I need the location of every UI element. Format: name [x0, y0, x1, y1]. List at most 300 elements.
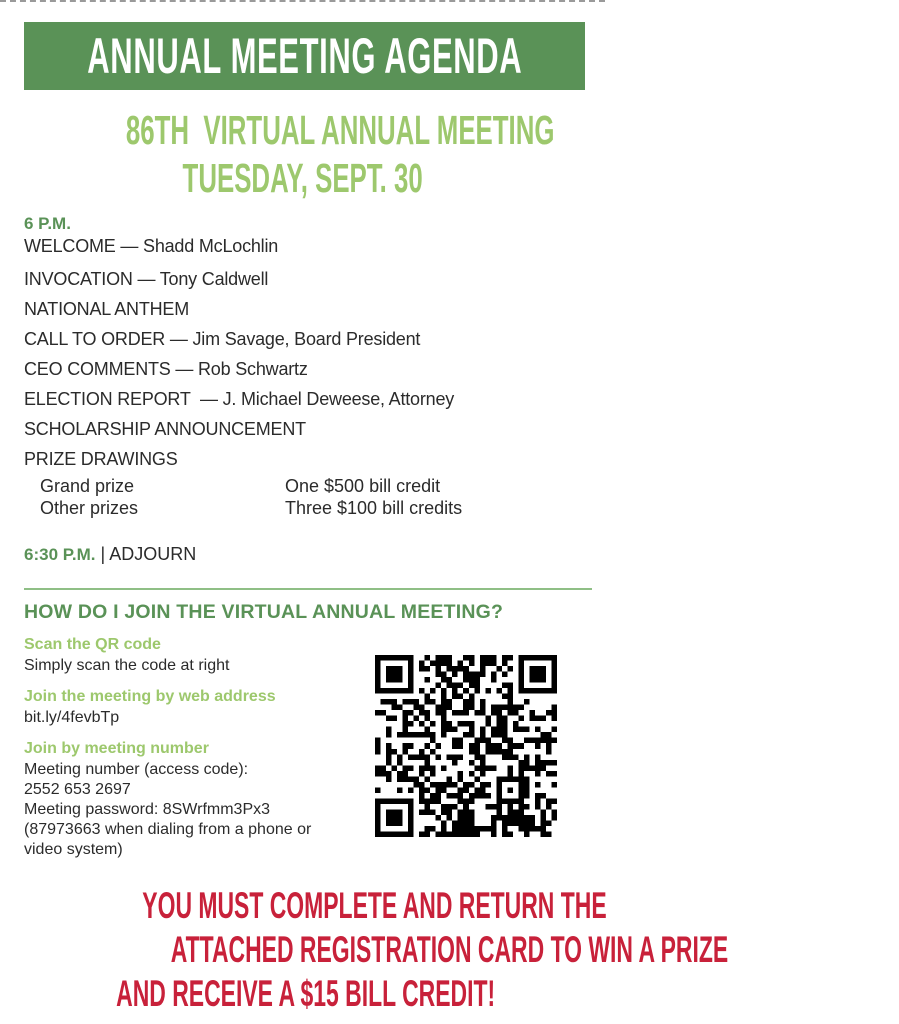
- qr-module: [375, 815, 381, 821]
- qr-module: [524, 815, 530, 821]
- subtitle-date: [0, 155, 605, 202]
- qr-module: [513, 754, 519, 760]
- qr-module: [518, 804, 524, 810]
- qr-module: [392, 798, 398, 804]
- qr-module: [386, 820, 392, 826]
- qr-module: [551, 760, 557, 766]
- qr-module: [485, 793, 491, 799]
- qr-module: [414, 716, 420, 722]
- qr-module: [502, 738, 508, 744]
- qr-module: [507, 831, 513, 837]
- qr-module: [485, 721, 491, 727]
- qr-module: [546, 743, 552, 749]
- qr-module: [507, 804, 513, 810]
- qr-module: [535, 727, 541, 733]
- qr-module: [507, 765, 513, 771]
- qr-module: [392, 765, 398, 771]
- qr-module: [491, 705, 497, 711]
- qr-module: [546, 760, 552, 766]
- qr-module: [375, 749, 381, 755]
- qr-module: [375, 677, 381, 683]
- qr-module: [386, 666, 392, 672]
- qr-module: [452, 683, 458, 689]
- join-instructions: [24, 634, 369, 870]
- qr-module: [480, 754, 486, 760]
- qr-module: [469, 727, 475, 733]
- qr-module: [463, 820, 469, 826]
- qr-module: [524, 776, 530, 782]
- qr-module: [463, 677, 469, 683]
- qr-module: [546, 655, 552, 661]
- qr-module: [397, 705, 403, 711]
- qr-module: [546, 798, 552, 804]
- qr-module: [469, 732, 475, 738]
- qr-module: [535, 672, 541, 678]
- qr-module: [441, 716, 447, 722]
- qr-module: [507, 776, 513, 782]
- qr-module: [403, 727, 409, 733]
- qr-module: [535, 677, 541, 683]
- qr-module: [540, 815, 546, 821]
- qr-module: [540, 738, 546, 744]
- qr-module: [540, 760, 546, 766]
- agenda-item: PRIZE DRAWINGS: [24, 449, 178, 469]
- qr-module: [425, 727, 431, 733]
- qr-module: [469, 743, 475, 749]
- qr-module: [403, 716, 409, 722]
- join-web-block: [24, 686, 369, 728]
- qr-module: [419, 765, 425, 771]
- qr-module: [463, 721, 469, 727]
- qr-module: [496, 809, 502, 815]
- qr-module: [419, 705, 425, 711]
- prize-row: [40, 475, 580, 497]
- qr-module: [392, 815, 398, 821]
- qr-module: [430, 732, 436, 738]
- qr-module: [408, 732, 414, 738]
- qr-module: [518, 688, 524, 694]
- agenda-item: CALL TO ORDER — Jim Savage, Board President: [24, 329, 421, 349]
- qr-module: [425, 754, 431, 760]
- join-heading: Scan the QR code: [24, 636, 161, 653]
- qr-module: [403, 743, 409, 749]
- qr-module: [403, 776, 409, 782]
- qr-module: [546, 732, 552, 738]
- qr-module: [425, 760, 431, 766]
- qr-module: [502, 749, 508, 755]
- prize-name: Grand prize: [40, 476, 135, 496]
- qr-module: [436, 672, 442, 678]
- qr-module: [474, 710, 480, 716]
- qr-module: [518, 765, 524, 771]
- qr-module: [463, 666, 469, 672]
- qr-module: [496, 743, 502, 749]
- qr-module: [419, 721, 425, 727]
- qr-module: [507, 809, 513, 815]
- qr-module: [419, 831, 425, 837]
- qr-module: [458, 831, 464, 837]
- adjourn-separator: |: [95, 544, 110, 564]
- qr-module: [485, 826, 491, 832]
- qr-module: [524, 826, 530, 832]
- qr-module: [474, 793, 480, 799]
- qr-module: [551, 661, 557, 667]
- qr-module: [546, 831, 552, 837]
- qr-module: [524, 688, 530, 694]
- qr-module: [392, 820, 398, 826]
- qr-module: [546, 804, 552, 810]
- qr-module: [502, 716, 508, 722]
- qr-module: [408, 666, 414, 672]
- qr-module: [430, 809, 436, 815]
- qr-module: [546, 710, 552, 716]
- qr-module: [392, 672, 398, 678]
- prize-row: [40, 497, 580, 519]
- qr-module: [381, 699, 387, 705]
- qr-module: [518, 705, 524, 711]
- qr-module: [375, 826, 381, 832]
- qr-module: [403, 749, 409, 755]
- cta-line: [0, 929, 729, 971]
- qr-module: [507, 798, 513, 804]
- qr-module: [436, 831, 442, 837]
- qr-module: [507, 666, 513, 672]
- qr-module: [430, 738, 436, 744]
- qr-module: [392, 688, 398, 694]
- qr-module: [414, 699, 420, 705]
- qr-module: [375, 798, 381, 804]
- qr-module: [447, 705, 453, 711]
- qr-module: [496, 793, 502, 799]
- qr-module: [375, 765, 381, 771]
- qr-module: [469, 798, 475, 804]
- qr-module: [403, 655, 409, 661]
- qr-module: [463, 710, 469, 716]
- qr-module: [425, 765, 431, 771]
- qr-module: [458, 661, 464, 667]
- qr-module: [441, 694, 447, 700]
- qr-module: [419, 710, 425, 716]
- qr-module: [386, 754, 392, 760]
- join-heading: Join the meeting by web address: [24, 688, 276, 705]
- qr-module: [403, 765, 409, 771]
- qr-module: [452, 672, 458, 678]
- qr-module: [392, 705, 398, 711]
- qr-module: [447, 831, 453, 837]
- qr-module: [403, 699, 409, 705]
- qr-module: [425, 699, 431, 705]
- qr-module: [491, 727, 497, 733]
- qr-module: [524, 754, 530, 760]
- qr-module: [513, 721, 519, 727]
- qr-module: [535, 782, 541, 788]
- qr-module: [403, 688, 409, 694]
- qr-module: [480, 666, 486, 672]
- qr-module: [513, 705, 519, 711]
- cut-line-divider: [0, 0, 605, 2]
- qr-module: [441, 710, 447, 716]
- qr-module: [524, 782, 530, 788]
- qr-module: [452, 793, 458, 799]
- meeting-web-link[interactable]: bit.ly/4fevbTp: [24, 709, 120, 726]
- qr-module: [496, 798, 502, 804]
- qr-module: [436, 754, 442, 760]
- qr-module: [474, 672, 480, 678]
- qr-module: [425, 826, 431, 832]
- qr-module: [397, 798, 403, 804]
- qr-module: [546, 771, 552, 777]
- qr-module: [408, 787, 414, 793]
- qr-module: [474, 738, 480, 744]
- qr-module: [386, 727, 392, 733]
- qr-module: [485, 743, 491, 749]
- qr-module: [403, 798, 409, 804]
- qr-module: [397, 732, 403, 738]
- qr-module: [375, 738, 381, 744]
- qr-module: [496, 815, 502, 821]
- qr-module: [469, 672, 475, 678]
- qr-module: [375, 661, 381, 667]
- qr-module: [441, 727, 447, 733]
- qr-module: [408, 776, 414, 782]
- qr-module: [469, 782, 475, 788]
- qr-module: [425, 798, 431, 804]
- qr-module: [447, 727, 453, 733]
- title-banner: [24, 22, 585, 90]
- qr-module: [452, 820, 458, 826]
- qr-module: [408, 672, 414, 678]
- qr-module: [386, 743, 392, 749]
- qr-module: [491, 677, 497, 683]
- qr-module: [507, 820, 513, 826]
- qr-module: [458, 793, 464, 799]
- qr-module: [507, 694, 513, 700]
- qr-module: [535, 738, 541, 744]
- qr-module: [502, 754, 508, 760]
- qr-module: [474, 677, 480, 683]
- qr-module: [469, 809, 475, 815]
- qr-module: [447, 661, 453, 667]
- qr-module: [430, 699, 436, 705]
- cta-line: [0, 973, 605, 1015]
- qr-module: [491, 672, 497, 678]
- qr-module: [452, 782, 458, 788]
- qr-module: [458, 754, 464, 760]
- qr-module: [386, 809, 392, 815]
- qr-module: [436, 743, 442, 749]
- qr-module: [463, 732, 469, 738]
- qr-module: [397, 831, 403, 837]
- qr-module: [496, 710, 502, 716]
- qr-module: [452, 694, 458, 700]
- qr-module: [441, 699, 447, 705]
- qr-module: [474, 743, 480, 749]
- qr-module: [408, 721, 414, 727]
- qr-module: [540, 672, 546, 678]
- qr-module: [535, 771, 541, 777]
- qr-module: [397, 655, 403, 661]
- qr-module: [540, 732, 546, 738]
- qr-module: [408, 699, 414, 705]
- qr-module: [491, 831, 497, 837]
- join-text: Simply scan the code at right: [24, 657, 230, 674]
- qr-module: [463, 798, 469, 804]
- qr-module: [375, 655, 381, 661]
- qr-module: [491, 655, 497, 661]
- join-heading: Join by meeting number: [24, 740, 209, 757]
- qr-module: [535, 793, 541, 799]
- qr-module: [513, 809, 519, 815]
- qr-module: [491, 732, 497, 738]
- qr-module: [381, 688, 387, 694]
- qr-module: [392, 716, 398, 722]
- qr-module: [458, 820, 464, 826]
- qr-module: [529, 710, 535, 716]
- qr-module: [463, 804, 469, 810]
- qr-module: [518, 820, 524, 826]
- qr-module: [502, 661, 508, 667]
- qr-module: [524, 738, 530, 744]
- qr-module: [458, 710, 464, 716]
- qr-module: [529, 666, 535, 672]
- qr-module: [469, 677, 475, 683]
- meeting-name: 86TH VIRTUAL ANNUAL MEETING: [125, 107, 555, 153]
- qr-module: [496, 666, 502, 672]
- qr-module: [386, 760, 392, 766]
- qr-module: [469, 771, 475, 777]
- qr-module: [463, 826, 469, 832]
- join-number-block: [24, 738, 369, 860]
- qr-module: [469, 655, 475, 661]
- qr-module: [408, 798, 414, 804]
- qr-module: [496, 749, 502, 755]
- qr-module: [496, 705, 502, 711]
- qr-module: [529, 826, 535, 832]
- qr-module: [414, 732, 420, 738]
- qr-module: [408, 710, 414, 716]
- qr-module: [452, 760, 458, 766]
- qr-module: [502, 727, 508, 733]
- qr-module: [491, 826, 497, 832]
- qr-module: [496, 782, 502, 788]
- qr-module: [518, 655, 524, 661]
- qr-module: [496, 776, 502, 782]
- qr-module: [474, 683, 480, 689]
- qr-module: [474, 831, 480, 837]
- qr-module: [485, 749, 491, 755]
- qr-module: [381, 765, 387, 771]
- qr-code-icon[interactable]: [375, 655, 557, 837]
- qr-module: [463, 705, 469, 711]
- qr-module: [480, 793, 486, 799]
- qr-module: [480, 782, 486, 788]
- qr-module: [458, 743, 464, 749]
- qr-module: [491, 804, 497, 810]
- qr-module: [447, 809, 453, 815]
- agenda-item: WELCOME — Shadd McLochlin: [24, 236, 279, 256]
- qr-module: [535, 804, 541, 810]
- cta-text: ATTACHED REGISTRATION CARD TO WIN A PRIZE: [170, 929, 729, 970]
- qr-module: [491, 749, 497, 755]
- qr-module: [518, 716, 524, 722]
- qr-module: [518, 776, 524, 782]
- qr-module: [463, 782, 469, 788]
- qr-module: [447, 754, 453, 760]
- qr-module: [425, 666, 431, 672]
- qr-module: [375, 787, 381, 793]
- cta-line: [0, 885, 605, 927]
- qr-module: [480, 710, 486, 716]
- qr-module: [452, 754, 458, 760]
- qr-module: [447, 683, 453, 689]
- qr-module: [535, 826, 541, 832]
- qr-module: [386, 677, 392, 683]
- qr-module: [441, 688, 447, 694]
- qr-module: [546, 820, 552, 826]
- qr-module: [529, 677, 535, 683]
- qr-module: [474, 688, 480, 694]
- qr-module: [502, 683, 508, 689]
- qr-module: [480, 826, 486, 832]
- qr-module: [507, 787, 513, 793]
- qr-module: [452, 831, 458, 837]
- qr-module: [469, 661, 475, 667]
- qr-module: [529, 688, 535, 694]
- qr-module: [425, 776, 431, 782]
- qr-module: [518, 727, 524, 733]
- qr-module: [463, 831, 469, 837]
- qr-module: [463, 809, 469, 815]
- prize-value: One $500 bill credit: [285, 476, 441, 496]
- qr-module: [408, 688, 414, 694]
- qr-module: [535, 655, 541, 661]
- qr-module: [458, 815, 464, 821]
- qr-module: [529, 815, 535, 821]
- qr-module: [430, 793, 436, 799]
- qr-module: [441, 655, 447, 661]
- qr-module: [551, 672, 557, 678]
- qr-module: [507, 688, 513, 694]
- qr-module: [469, 694, 475, 700]
- qr-module: [469, 749, 475, 755]
- qr-module: [469, 705, 475, 711]
- qr-module: [513, 743, 519, 749]
- join-section-title: HOW DO I JOIN THE VIRTUAL ANNUAL MEETING?: [24, 601, 504, 623]
- qr-module: [436, 793, 442, 799]
- qr-module: [485, 804, 491, 810]
- qr-module: [436, 661, 442, 667]
- qr-module: [375, 804, 381, 810]
- qr-module: [436, 683, 442, 689]
- qr-module: [546, 749, 552, 755]
- qr-module: [381, 710, 387, 716]
- qr-module: [535, 798, 541, 804]
- qr-module: [397, 666, 403, 672]
- qr-module: [551, 815, 557, 821]
- qr-module: [386, 771, 392, 777]
- qr-module: [392, 677, 398, 683]
- qr-module: [430, 782, 436, 788]
- qr-module: [518, 809, 524, 815]
- qr-module: [419, 798, 425, 804]
- qr-module: [375, 683, 381, 689]
- qr-module: [386, 716, 392, 722]
- qr-module: [458, 776, 464, 782]
- qr-module: [480, 765, 486, 771]
- qr-module: [535, 743, 541, 749]
- qr-module: [524, 820, 530, 826]
- qr-module: [480, 705, 486, 711]
